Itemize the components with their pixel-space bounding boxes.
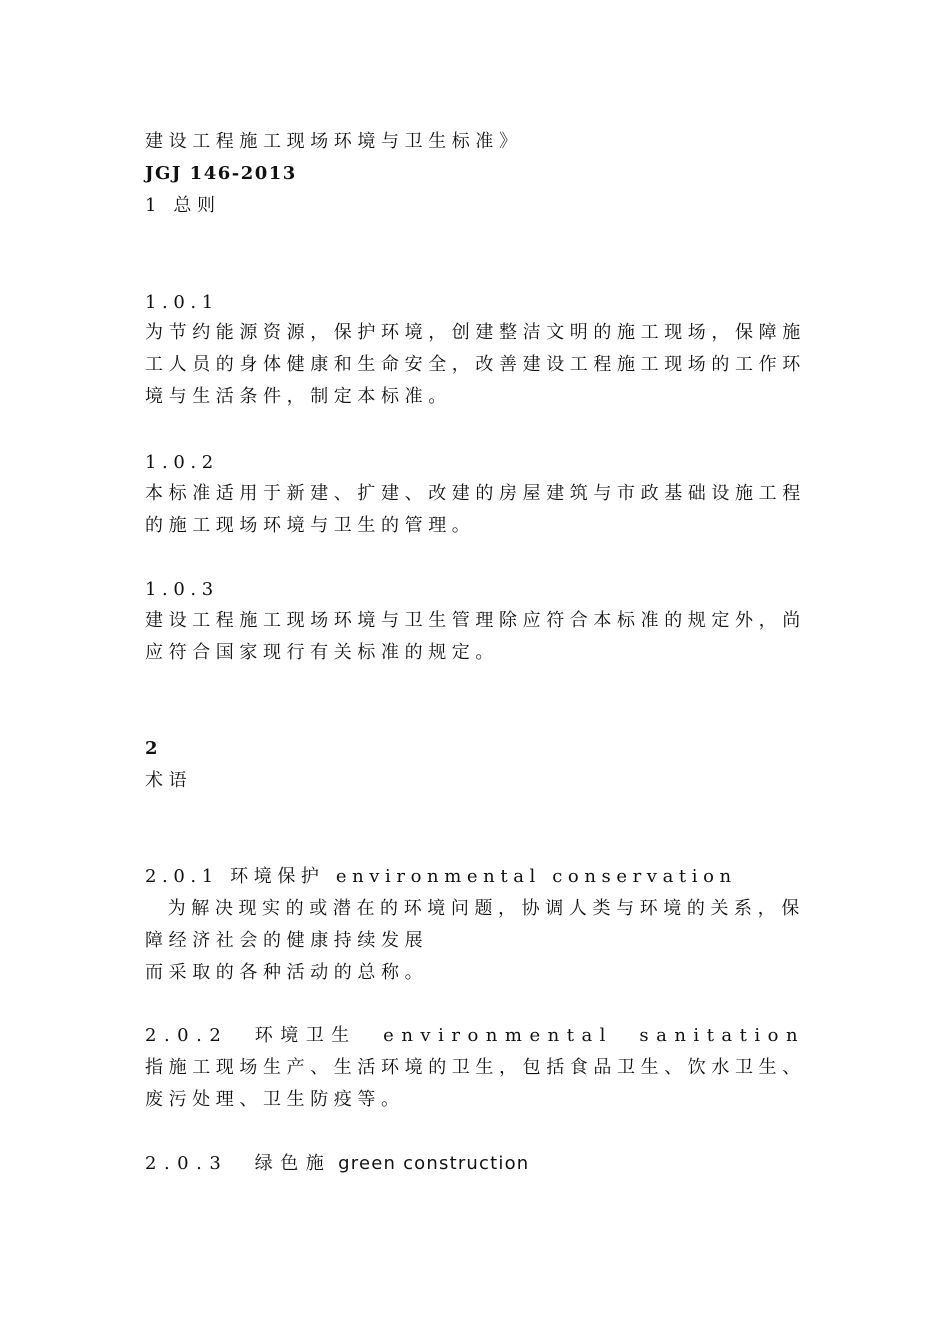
- clause-1-0-2-number: 1.0.2: [145, 452, 219, 473]
- term-2-0-1-line: 障经济社会的健康持续发展: [145, 930, 429, 951]
- clause-1-0-3-line: 应符合国家现行有关标准的规定。: [145, 642, 499, 663]
- term-2-0-3-heading: [145, 1152, 529, 1176]
- term-2-0-2-heading: 2.0.2 环境卫生 environmental sanitation: [145, 1025, 806, 1046]
- standard-code: JGJ 146-2013: [145, 163, 297, 184]
- document-title: 建设工程施工现场环境与卫生标准》: [145, 131, 523, 152]
- clause-1-0-1-line: 为节约能源资源，保护环境，创建整洁文明的施工现场，保障施: [145, 322, 806, 343]
- clause-1-0-2-line: 本标准适用于新建、扩建、改建的房屋建筑与市政基础设施工程: [145, 483, 806, 504]
- clause-1-0-1-number: 1.0.1: [145, 292, 219, 313]
- chapter-1-heading: 1 总则: [145, 195, 221, 216]
- chapter-2-title: 术语: [145, 770, 193, 791]
- term-2-0-1-line: 为解决现实的或潜在的环境问题，协调人类与环境的关系，保: [145, 898, 805, 919]
- clause-1-0-1-line: 境与生活条件，制定本标准。: [145, 386, 452, 407]
- term-2-0-2-line: 废污处理、卫生防疫等。: [145, 1089, 405, 1110]
- clause-1-0-3-number: 1.0.3: [145, 579, 219, 600]
- clause-1-0-1-line: 工人员的身体健康和生命安全，改善建设工程施工现场的工作环: [145, 354, 806, 375]
- term-2-0-3-number: 2.0.3 绿色施: [145, 1153, 332, 1174]
- term-2-0-2-line: 指施工现场生产、生活环境的卫生，包括食品卫生、饮水卫生、: [145, 1057, 806, 1078]
- term-2-0-1-heading: 2.0.1 环境保护 environmental conservation: [145, 866, 737, 887]
- clause-1-0-2-line: 的施工现场环境与卫生的管理。: [145, 515, 476, 536]
- term-2-0-1-line: 而采取的各种活动的总称。: [145, 962, 429, 983]
- chapter-2-number: 2: [145, 738, 160, 759]
- term-2-0-3-english: green construction: [331, 1153, 530, 1174]
- clause-1-0-3-line: 建设工程施工现场环境与卫生管理除应符合本标准的规定外，尚: [145, 610, 806, 631]
